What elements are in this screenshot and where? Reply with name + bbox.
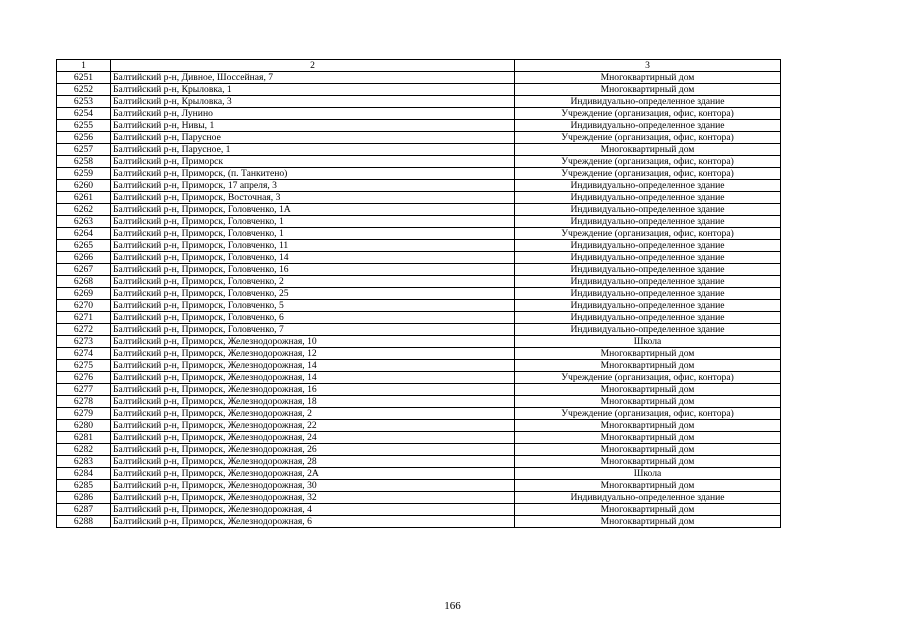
row-number-cell: 6254 (57, 108, 111, 120)
table-row (57, 204, 781, 216)
table-row (57, 420, 781, 432)
object-type-cell: Индивидуально-определенное здание (515, 96, 781, 108)
row-number-cell: 6279 (57, 408, 111, 420)
address-cell: Балтийский р-н, Крыловка, 3 (111, 96, 515, 108)
row-number-cell: 6252 (57, 84, 111, 96)
table-row (57, 504, 781, 516)
column-header-address: 2 (111, 60, 515, 72)
row-number-cell: 6282 (57, 444, 111, 456)
object-type-cell: Многоквартирный дом (515, 504, 781, 516)
object-type-cell: Индивидуально-определенное здание (515, 276, 781, 288)
table-body (57, 60, 781, 528)
table-row (57, 276, 781, 288)
object-type-cell: Многоквартирный дом (515, 144, 781, 156)
table-row (57, 216, 781, 228)
row-number-cell: 6253 (57, 96, 111, 108)
address-cell: Балтийский р-н, Приморск, Головченко, 1 (111, 228, 515, 240)
table-row (57, 480, 781, 492)
address-cell: Балтийский р-н, Парусное (111, 132, 515, 144)
building-registry-table (56, 59, 781, 528)
address-cell: Балтийский р-н, Приморск, Головченко, 16 (111, 264, 515, 276)
address-cell: Балтийский р-н, Приморск, Головченко, 14 (111, 252, 515, 264)
object-type-cell: Многоквартирный дом (515, 348, 781, 360)
object-type-cell: Индивидуально-определенное здание (515, 312, 781, 324)
address-cell: Балтийский р-н, Приморск, Головченко, 7 (111, 324, 515, 336)
table-row (57, 396, 781, 408)
table-row (57, 240, 781, 252)
address-cell: Балтийский р-н, Приморск, Железнодорожная, 18 (111, 396, 515, 408)
table-row (57, 516, 781, 528)
object-type-cell: Индивидуально-определенное здание (515, 300, 781, 312)
row-number-cell: 6260 (57, 180, 111, 192)
table-row (57, 288, 781, 300)
address-cell: Балтийский р-н, Приморск, Головченко, 1 (111, 216, 515, 228)
row-number-cell: 6262 (57, 204, 111, 216)
row-number-cell: 6276 (57, 372, 111, 384)
address-cell: Балтийский р-н, Лунино (111, 108, 515, 120)
row-number-cell: 6259 (57, 168, 111, 180)
row-number-cell: 6288 (57, 516, 111, 528)
address-cell: Балтийский р-н, Приморск, Головченко, 11 (111, 240, 515, 252)
object-type-cell: Школа (515, 468, 781, 480)
table-row (57, 300, 781, 312)
object-type-cell: Индивидуально-определенное здание (515, 240, 781, 252)
row-number-cell: 6284 (57, 468, 111, 480)
object-type-cell: Многоквартирный дом (515, 456, 781, 468)
address-cell: Балтийский р-н, Приморск, Железнодорожная, 14 (111, 360, 515, 372)
address-cell: Балтийский р-н, Приморск, Железнодорожная, 28 (111, 456, 515, 468)
address-cell: Балтийский р-н, Приморск, 17 апреля, 3 (111, 180, 515, 192)
row-number-cell: 6286 (57, 492, 111, 504)
table-row (57, 348, 781, 360)
table-row (57, 336, 781, 348)
table-row (57, 156, 781, 168)
row-number-cell: 6271 (57, 312, 111, 324)
row-number-cell: 6278 (57, 396, 111, 408)
object-type-cell: Учреждение (организация, офис, контора) (515, 108, 781, 120)
table-row (57, 132, 781, 144)
table-row (57, 168, 781, 180)
row-number-cell: 6275 (57, 360, 111, 372)
address-cell: Балтийский р-н, Приморск (111, 156, 515, 168)
address-cell: Балтийский р-н, Приморск, Головченко, 5 (111, 300, 515, 312)
address-cell: Балтийский р-н, Приморск, Железнодорожная, 24 (111, 432, 515, 444)
row-number-cell: 6280 (57, 420, 111, 432)
address-cell: Балтийский р-н, Приморск, Восточная, 3 (111, 192, 515, 204)
object-type-cell: Индивидуально-определенное здание (515, 324, 781, 336)
row-number-cell: 6285 (57, 480, 111, 492)
address-cell: Балтийский р-н, Дивное, Шоссейная, 7 (111, 72, 515, 84)
row-number-cell: 6268 (57, 276, 111, 288)
address-cell: Балтийский р-н, Приморск, Железнодорожная, 6 (111, 516, 515, 528)
address-cell: Балтийский р-н, Приморск, Железнодорожная, 32 (111, 492, 515, 504)
object-type-cell: Школа (515, 336, 781, 348)
table-row (57, 264, 781, 276)
object-type-cell: Индивидуально-определенное здание (515, 492, 781, 504)
address-cell: Балтийский р-н, Приморск, Железнодорожная, 30 (111, 480, 515, 492)
address-cell: Балтийский р-н, Приморск, Железнодорожная, 2 (111, 408, 515, 420)
object-type-cell: Учреждение (организация, офис, контора) (515, 132, 781, 144)
row-number-cell: 6263 (57, 216, 111, 228)
table-row (57, 108, 781, 120)
row-number-cell: 6261 (57, 192, 111, 204)
address-cell: Балтийский р-н, Приморск, (п. Танкитено) (111, 168, 515, 180)
table-row (57, 72, 781, 84)
object-type-cell: Индивидуально-определенное здание (515, 120, 781, 132)
address-cell: Балтийский р-н, Крыловка, 1 (111, 84, 515, 96)
address-cell: Балтийский р-н, Приморск, Головченко, 6 (111, 312, 515, 324)
object-type-cell: Учреждение (организация, офис, контора) (515, 228, 781, 240)
object-type-cell: Многоквартирный дом (515, 84, 781, 96)
object-type-cell: Индивидуально-определенное здание (515, 192, 781, 204)
object-type-cell: Многоквартирный дом (515, 432, 781, 444)
address-cell: Балтийский р-н, Приморск, Головченко, 2 (111, 276, 515, 288)
row-number-cell: 6251 (57, 72, 111, 84)
object-type-cell: Многоквартирный дом (515, 516, 781, 528)
row-number-cell: 6269 (57, 288, 111, 300)
table-row (57, 360, 781, 372)
object-type-cell: Индивидуально-определенное здание (515, 252, 781, 264)
object-type-cell: Индивидуально-определенное здание (515, 180, 781, 192)
row-number-cell: 6255 (57, 120, 111, 132)
row-number-cell: 6256 (57, 132, 111, 144)
object-type-cell: Учреждение (организация, офис, контора) (515, 408, 781, 420)
page-number: 166 (444, 600, 461, 612)
row-number-cell: 6273 (57, 336, 111, 348)
row-number-cell: 6258 (57, 156, 111, 168)
table-row (57, 456, 781, 468)
address-cell: Балтийский р-н, Приморск, Железнодорожная, 4 (111, 504, 515, 516)
object-type-cell: Многоквартирный дом (515, 480, 781, 492)
object-type-cell: Многоквартирный дом (515, 444, 781, 456)
address-cell: Балтийский р-н, Парусное, 1 (111, 144, 515, 156)
row-number-cell: 6283 (57, 456, 111, 468)
row-number-cell: 6287 (57, 504, 111, 516)
address-cell: Балтийский р-н, Приморск, Железнодорожная, 10 (111, 336, 515, 348)
address-cell: Балтийский р-н, Приморск, Железнодорожная, 2А (111, 468, 515, 480)
row-number-cell: 6272 (57, 324, 111, 336)
row-number-cell: 6265 (57, 240, 111, 252)
table-row (57, 144, 781, 156)
table-row (57, 96, 781, 108)
address-cell: Балтийский р-н, Приморск, Железнодорожная, 12 (111, 348, 515, 360)
table-row (57, 372, 781, 384)
table-header-row (57, 60, 781, 72)
object-type-cell: Индивидуально-определенное здание (515, 216, 781, 228)
table-row (57, 180, 781, 192)
table-row (57, 408, 781, 420)
object-type-cell: Многоквартирный дом (515, 72, 781, 84)
address-cell: Балтийский р-н, Приморск, Головченко, 25 (111, 288, 515, 300)
object-type-cell: Индивидуально-определенное здание (515, 288, 781, 300)
row-number-cell: 6264 (57, 228, 111, 240)
table-row (57, 252, 781, 264)
table-row (57, 192, 781, 204)
row-number-cell: 6274 (57, 348, 111, 360)
table-row (57, 468, 781, 480)
address-cell: Балтийский р-н, Приморск, Головченко, 1А (111, 204, 515, 216)
address-cell: Балтийский р-н, Нивы, 1 (111, 120, 515, 132)
table-row (57, 432, 781, 444)
object-type-cell: Индивидуально-определенное здание (515, 264, 781, 276)
object-type-cell: Многоквартирный дом (515, 420, 781, 432)
object-type-cell: Многоквартирный дом (515, 396, 781, 408)
address-cell: Балтийский р-н, Приморск, Железнодорожная, 14 (111, 372, 515, 384)
address-cell: Балтийский р-н, Приморск, Железнодорожная, 16 (111, 384, 515, 396)
table-row (57, 384, 781, 396)
object-type-cell: Многоквартирный дом (515, 360, 781, 372)
table-row (57, 228, 781, 240)
object-type-cell: Индивидуально-определенное здание (515, 204, 781, 216)
table-row (57, 492, 781, 504)
table-row (57, 120, 781, 132)
table-row (57, 444, 781, 456)
row-number-cell: 6267 (57, 264, 111, 276)
column-header-object-type: 3 (515, 60, 781, 72)
object-type-cell: Учреждение (организация, офис, контора) (515, 168, 781, 180)
object-type-cell: Многоквартирный дом (515, 384, 781, 396)
table-row (57, 312, 781, 324)
row-number-cell: 6281 (57, 432, 111, 444)
object-type-cell: Учреждение (организация, офис, контора) (515, 156, 781, 168)
address-cell: Балтийский р-н, Приморск, Железнодорожная, 26 (111, 444, 515, 456)
column-header-number: 1 (57, 60, 111, 72)
table-row (57, 324, 781, 336)
row-number-cell: 6257 (57, 144, 111, 156)
table-row (57, 84, 781, 96)
address-cell: Балтийский р-н, Приморск, Железнодорожная, 22 (111, 420, 515, 432)
row-number-cell: 6270 (57, 300, 111, 312)
row-number-cell: 6277 (57, 384, 111, 396)
row-number-cell: 6266 (57, 252, 111, 264)
object-type-cell: Учреждение (организация, офис, контора) (515, 372, 781, 384)
